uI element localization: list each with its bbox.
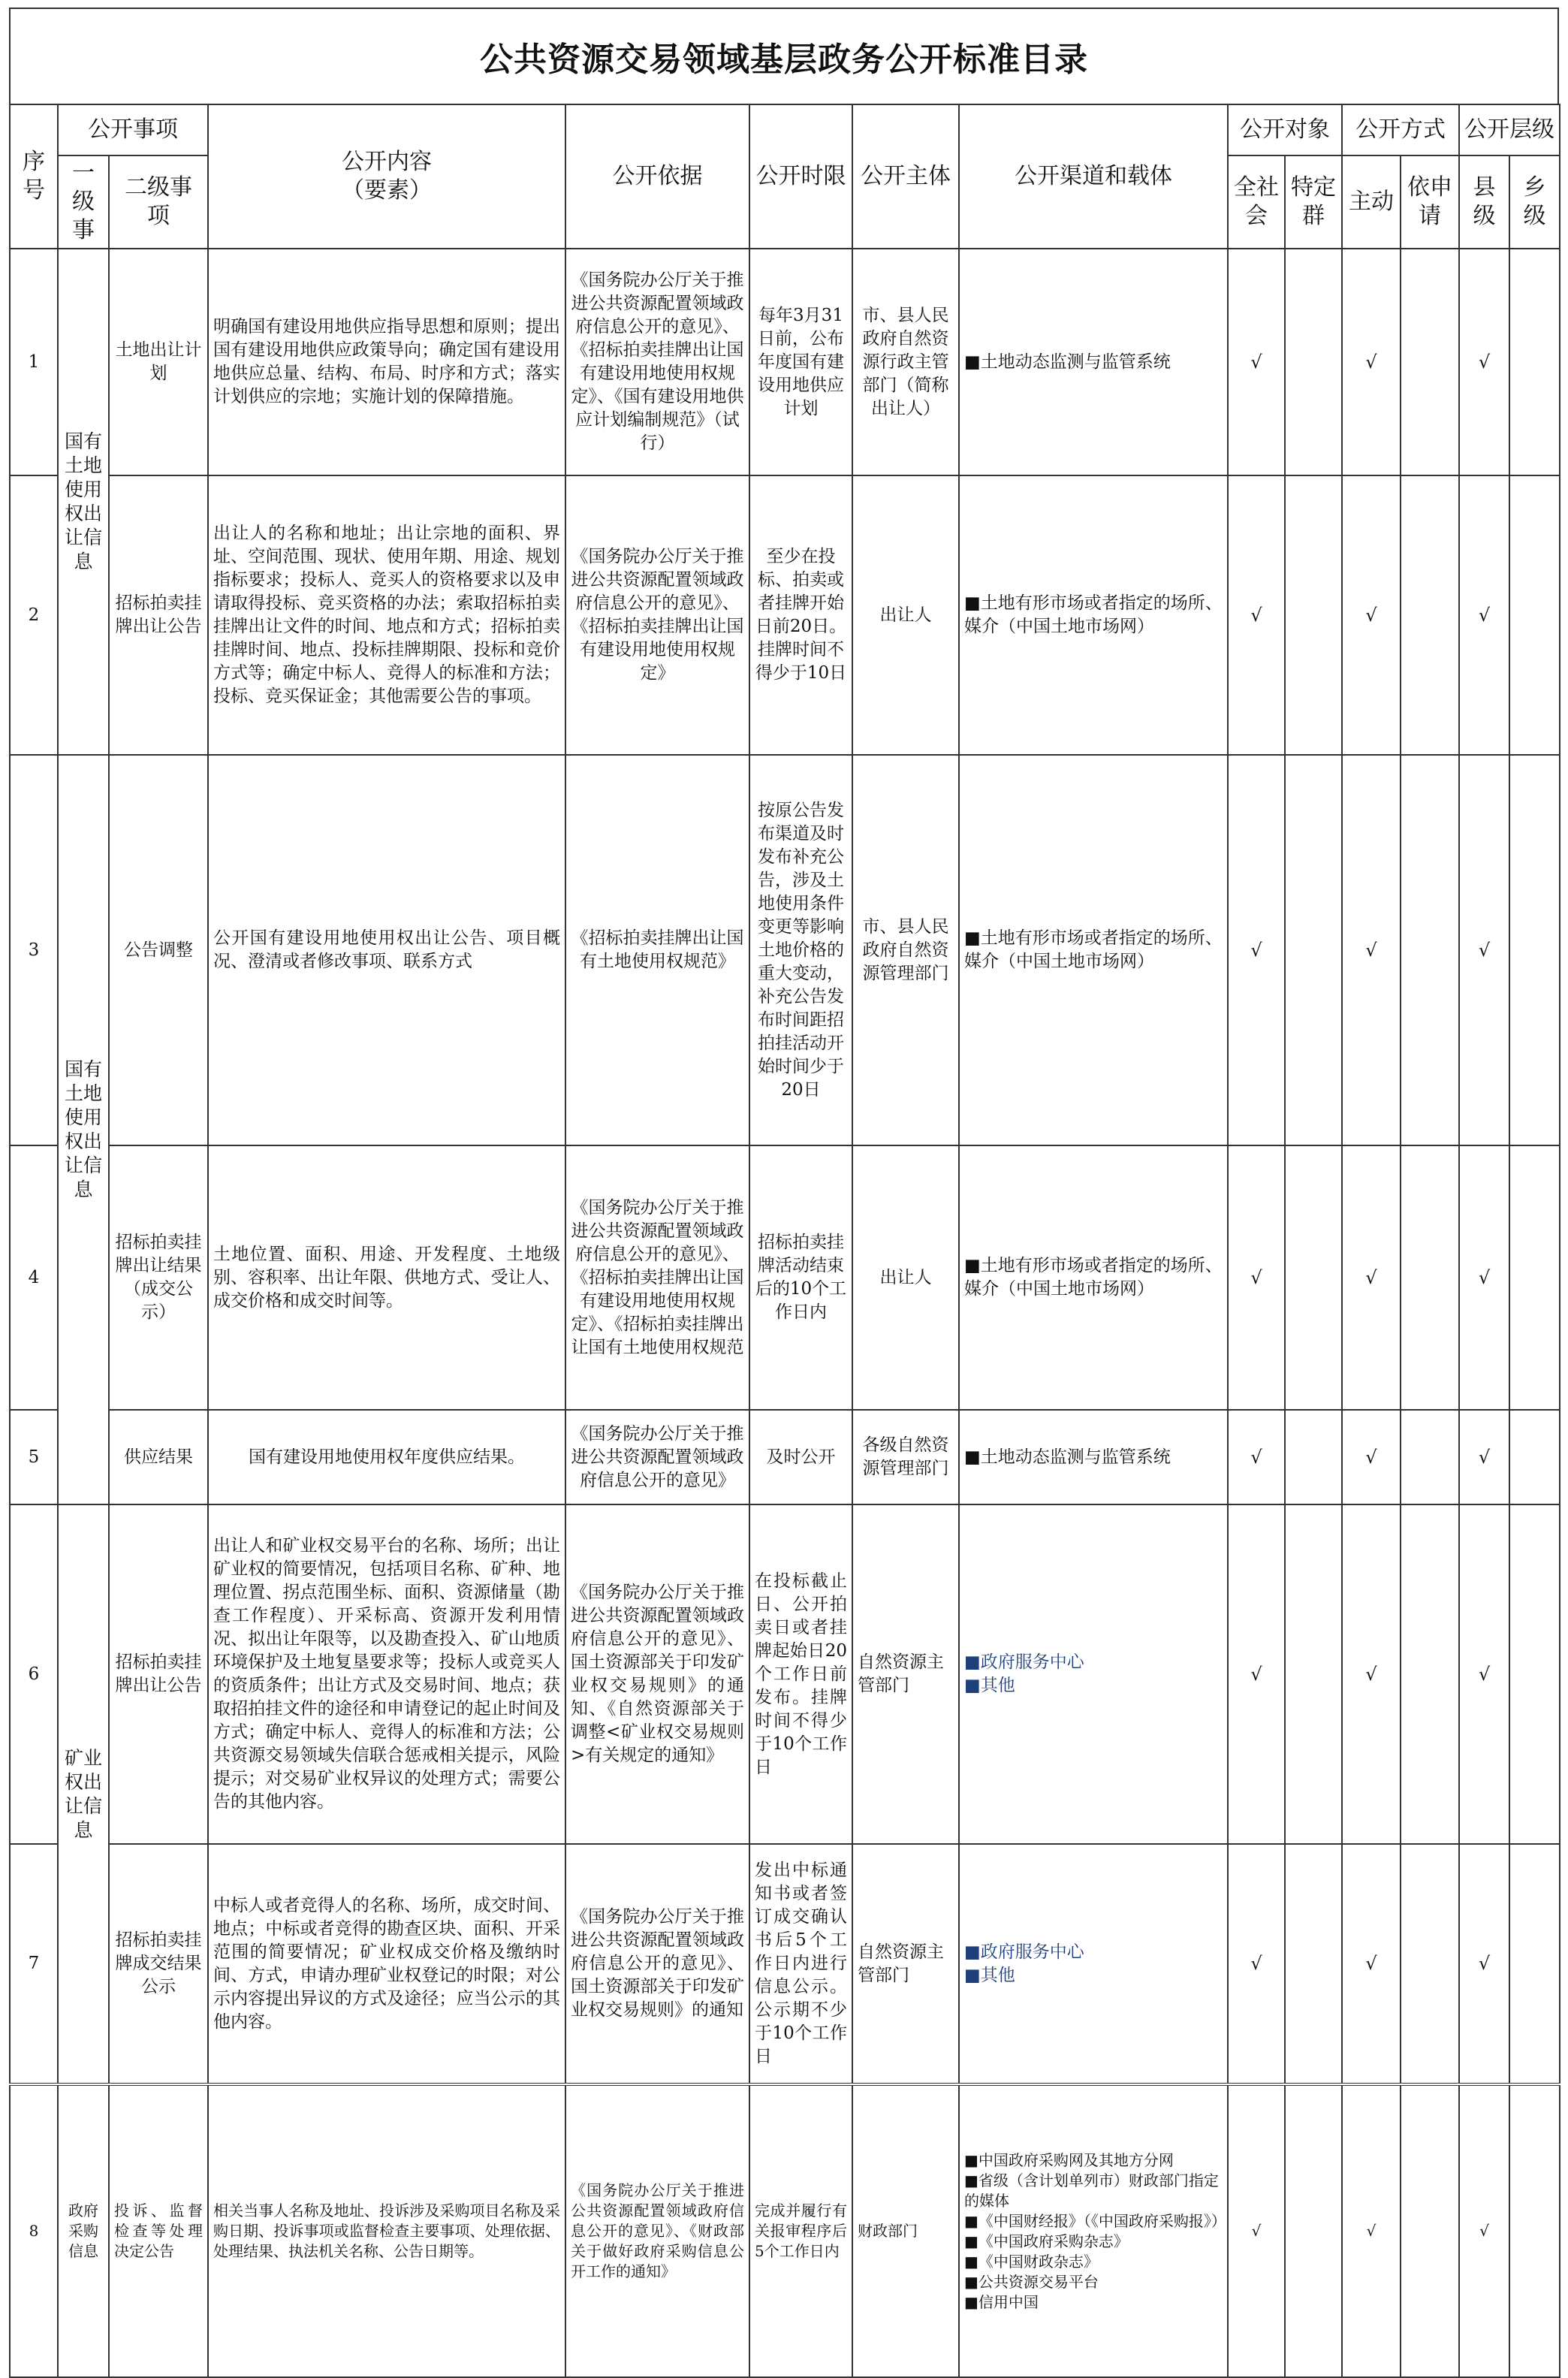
table-row [10, 755, 1560, 1145]
catalog-page [9, 8, 1559, 2322]
channel-item: ■《中国财经报》（《中国政府采购报》） [964, 2211, 1226, 2230]
check-mode-active: √ [1342, 1145, 1401, 1410]
table-row [10, 1504, 1560, 1844]
row-seq: 3 [10, 755, 58, 1145]
row-seq: 4 [10, 1145, 58, 1410]
row-seq: 7 [10, 1844, 58, 2084]
header-level-town: 乡级 [1509, 155, 1560, 249]
row-subject: 财政部门 [852, 2084, 959, 2377]
page-title: 公共资源交易领域基层政务公开标准目录 [9, 8, 1559, 104]
row-channel [959, 1504, 1228, 1844]
header-level1: 一级事 [58, 155, 109, 249]
channel-item: ■政府服务中心 [964, 1652, 1084, 1672]
check-level-town [1509, 2084, 1560, 2377]
row-subject: 自然资源主管部门 [852, 1504, 959, 1844]
row-timelimit: 招标拍卖挂牌活动结束后的10个工作日内 [749, 1145, 852, 1410]
row-seq: 6 [10, 1504, 58, 1844]
channel-item: ■土地有形市场或者指定的场所、媒介（中国土地市场网） [964, 1256, 1223, 1299]
row-content: 明确国有建设用地供应指导思想和原则；提出国有建设用地供应政策导向；确定国有建设用地供应总量、结构、布局、时序和方式；落实计划供应的宗地；实施计划的保障措施。 [208, 249, 565, 475]
header-target-specific: 特定群 [1285, 155, 1342, 249]
row-content: 中标人或者竞得人的名称、场所，成交时间、地点；中标或者竞得的勘查区块、面积、开采范围的简要情况；矿业权成交价格及缴纳时间、方式，申请办理矿业权登记的时限；对公示内容提出异议的方式及途径；应当公示的其他内容。 [208, 1844, 565, 2084]
row-timelimit: 在投标截止日、公开拍卖日或者挂牌起始日20个工作日前发布。挂牌时间不得少于10个工作日 [749, 1504, 852, 1844]
row-channel [959, 755, 1228, 1145]
row-level2: 投诉、监督检查等处理决定公告 [109, 2084, 208, 2377]
row-content: 出让人的名称和地址；出让宗地的面积、界址、空间范围、现状、使用年期、用途、规划指标要求；投标人、竞买人的资格要求以及申请取得投标、竞买资格的办法；索取招标拍卖挂牌出让文件的时间、地点和方式；招标拍卖挂牌时间、地点、投标挂牌期限、投标和竞价方式等；确定中标人、竞得人的标准和方法；投标、竞买保证金；其他需要公告的事项。 [208, 475, 565, 755]
channel-item: ■土地有形市场或者指定的场所、媒介（中国土地市场网） [964, 928, 1223, 971]
row-level2: 公告调整 [109, 755, 208, 1145]
check-target-specific [1285, 1844, 1342, 2084]
header-content: 公开内容 （要素） [208, 104, 565, 249]
header-items-group: 公开事项 [58, 104, 208, 155]
channel-item: ■土地动态监测与监管系统 [964, 1447, 1171, 1467]
row-content: 土地位置、面积、用途、开发程度、土地级别、容积率、出让年限、供地方式、受让人、成交价格和成交时间等。 [208, 1145, 565, 1410]
row-basis: 《国务院办公厅关于推进公共资源配置领域政府信息公开的意见》、《招标拍卖挂牌出让国有建设用地使用权规定》、《国有建设用地供应计划编制规范》（试行） [565, 249, 749, 475]
row-level2: 招标拍卖挂牌成交结果公示 [109, 1844, 208, 2084]
header-mode-request: 依申请 [1401, 155, 1459, 249]
row-level1: 矿业权出让信息 [58, 1504, 109, 2084]
header-target-all: 全社会 [1228, 155, 1285, 249]
check-mode-active: √ [1342, 2084, 1401, 2377]
check-mode-request [1401, 1410, 1459, 1504]
row-timelimit: 及时公开 [749, 1410, 852, 1504]
check-level-county: √ [1459, 475, 1509, 755]
row-seq: 5 [10, 1410, 58, 1504]
check-mode-request [1401, 2084, 1459, 2377]
channel-item: ■土地动态监测与监管系统 [964, 352, 1171, 372]
row-channel [959, 1145, 1228, 1410]
check-mode-active: √ [1342, 475, 1401, 755]
row-channel [959, 1410, 1228, 1504]
check-mode-active: √ [1342, 1844, 1401, 2084]
check-level-town [1509, 475, 1560, 755]
check-target-specific [1285, 475, 1342, 755]
row-timelimit: 至少在投标、拍卖或者挂牌开始日前20日。挂牌时间不得少于10日 [749, 475, 852, 755]
check-mode-active: √ [1342, 755, 1401, 1145]
check-target-all: √ [1228, 755, 1285, 1145]
channel-item: ■省级（含计划单列市）财政部门指定的媒体 [964, 2171, 1219, 2210]
check-target-all: √ [1228, 475, 1285, 755]
row-content: 相关当事人名称及地址、投诉涉及采购项目名称及采购日期、投诉事项或监督检查主要事项、处理依据、处理结果、执法机关名称、公告日期等。 [208, 2084, 565, 2377]
check-level-town [1509, 1410, 1560, 1504]
row-basis: 《国务院办公厅关于推进公共资源配置领域政府信息公开的意见》、《招标拍卖挂牌出让国有建设用地使用权规定》、《招标拍卖挂牌出让国有土地使用权规范 [565, 1145, 749, 1410]
header-mode-active: 主动 [1342, 155, 1401, 249]
table-row [10, 249, 1560, 475]
check-target-all: √ [1228, 1145, 1285, 1410]
header-target-group: 公开对象 [1228, 104, 1342, 155]
channel-item: ■公共资源交易平台 [964, 2272, 1099, 2291]
check-mode-active: √ [1342, 1410, 1401, 1504]
check-target-all: √ [1228, 1844, 1285, 2084]
channel-item: ■政府服务中心 [964, 1942, 1084, 1962]
check-level-county: √ [1459, 249, 1509, 475]
row-level1: 国有土地使用权出让信息 [58, 249, 109, 755]
check-target-specific [1285, 755, 1342, 1145]
check-mode-request [1401, 475, 1459, 755]
check-mode-request [1401, 1844, 1459, 2084]
header-channel: 公开渠道和载体 [959, 104, 1228, 249]
check-level-county: √ [1459, 1145, 1509, 1410]
check-level-county: √ [1459, 2084, 1509, 2377]
table-row [10, 2084, 1560, 2377]
row-content: 公开国有建设用地使用权出让公告、项目概况、澄清或者修改事项、联系方式 [208, 755, 565, 1145]
row-subject: 市、县人民政府自然资源行政主管部门（简称出让人） [852, 249, 959, 475]
row-subject: 出让人 [852, 1145, 959, 1410]
check-target-specific [1285, 1145, 1342, 1410]
row-subject: 市、县人民政府自然资源管理部门 [852, 755, 959, 1145]
header-seq: 序号 [10, 104, 58, 249]
check-mode-request [1401, 249, 1459, 475]
check-mode-request [1401, 1504, 1459, 1844]
table-row [10, 1145, 1560, 1410]
row-basis: 《招标拍卖挂牌出让国有土地使用权规范》 [565, 755, 749, 1145]
row-basis: 《国务院办公厅关于推进公共资源配置领域政府信息公开的意见》、国土资源部关于印发矿业权交易规则》的通知 [565, 1844, 749, 2084]
header-timelimit: 公开时限 [749, 104, 852, 249]
channel-item: ■其他 [964, 1965, 1015, 1985]
header-level-county: 县级 [1459, 155, 1509, 249]
channel-item: ■《中国政府采购杂志》 [964, 2232, 1129, 2250]
row-level2: 土地出让计划 [109, 249, 208, 475]
row-basis: 《国务院办公厅关于推进公共资源配置领域政府信息公开的意见》、《财政部关于做好政府采购信息公开工作的通知》 [565, 2084, 749, 2377]
row-subject: 出让人 [852, 475, 959, 755]
row-channel [959, 2084, 1228, 2377]
row-timelimit: 完成并履行有关报审程序后5个工作日内 [749, 2084, 852, 2377]
header-mode-group: 公开方式 [1342, 104, 1459, 155]
header-level2: 二级事项 [109, 155, 208, 249]
row-subject: 自然资源主管部门 [852, 1844, 959, 2084]
header-level-group: 公开层级 [1459, 104, 1560, 155]
check-mode-active: √ [1342, 249, 1401, 475]
check-mode-active: √ [1342, 1504, 1401, 1844]
row-seq: 1 [10, 249, 58, 475]
check-mode-request [1401, 755, 1459, 1145]
channel-item: ■土地有形市场或者指定的场所、媒介（中国土地市场网） [964, 593, 1223, 636]
check-level-town [1509, 1145, 1560, 1410]
row-seq: 2 [10, 475, 58, 755]
row-channel [959, 475, 1228, 755]
check-target-all: √ [1228, 249, 1285, 475]
check-target-all: √ [1228, 2084, 1285, 2377]
catalog-table [9, 104, 1560, 2378]
row-level2: 供应结果 [109, 1410, 208, 1504]
row-timelimit: 每年3月31日前，公布年度国有建设用地供应计划 [749, 249, 852, 475]
check-target-all: √ [1228, 1410, 1285, 1504]
channel-item: ■中国政府采购网及其地方分网 [964, 2150, 1174, 2169]
check-level-county: √ [1459, 1844, 1509, 2084]
check-level-town [1509, 1844, 1560, 2084]
row-timelimit: 发出中标通知书或者签订成交确认书后5个工作日内进行信息公示。公示期不少于10个工作日 [749, 1844, 852, 2084]
row-level2: 招标拍卖挂牌出让结果（成交公示） [109, 1145, 208, 1410]
check-target-specific [1285, 1504, 1342, 1844]
row-seq: 8 [10, 2084, 58, 2377]
table-row [10, 1410, 1560, 1504]
row-channel [959, 249, 1228, 475]
check-level-town [1509, 755, 1560, 1145]
check-level-county: √ [1459, 755, 1509, 1145]
channel-item: ■信用中国 [964, 2292, 1039, 2311]
row-subject: 各级自然资源管理部门 [852, 1410, 959, 1504]
row-basis: 《国务院办公厅关于推进公共资源配置领域政府信息公开的意见》、《招标拍卖挂牌出让国有建设用地使用权规定》 [565, 475, 749, 755]
row-level1: 国有土地使用权出让信息 [58, 755, 109, 1504]
header-subject: 公开主体 [852, 104, 959, 249]
channel-item: ■其他 [964, 1676, 1015, 1695]
table-row [10, 475, 1560, 755]
row-content: 出让人和矿业权交易平台的名称、场所；出让矿业权的简要情况，包括项目名称、矿种、地理位置、拐点范围坐标、面积、资源储量（勘查工作程度）、开采标高、资源开发利用情况、拟出让年限等，以及勘查投入、矿山地质环境保护及土地复垦要求等；投标人或竞买人的资质条件；出让方式及交易时间、地点；获取招拍挂文件的途径和申请登记的起止时间及方式；确定中标人、竞得人的标准和方法；公共资源交易领域失信联合惩戒相关提示，风险提示；对交易矿业权异议的处理方式；需要公告的其他内容。 [208, 1504, 565, 1844]
check-target-all: √ [1228, 1504, 1285, 1844]
check-target-specific [1285, 249, 1342, 475]
check-level-town [1509, 1504, 1560, 1844]
check-target-specific [1285, 2084, 1342, 2377]
check-level-county: √ [1459, 1410, 1509, 1504]
check-target-specific [1285, 1410, 1342, 1504]
row-timelimit: 按原公告发布渠道及时发布补充公告，涉及土地使用条件变更等影响土地价格的重大变动，补充公告发布时间距招拍挂活动开始时间少于20日 [749, 755, 852, 1145]
row-basis: 《国务院办公厅关于推进公共资源配置领域政府信息公开的意见》、国土资源部关于印发矿业权交易规则》的通知、《自然资源部关于调整<矿业权交易规则>有关规定的通知》 [565, 1504, 749, 1844]
table-row [10, 1844, 1560, 2084]
channel-item: ■《中国财政杂志》 [964, 2252, 1099, 2271]
row-basis: 《国务院办公厅关于推进公共资源配置领域政府信息公开的意见》 [565, 1410, 749, 1504]
check-mode-request [1401, 1145, 1459, 1410]
row-level1: 政府采购信息 [58, 2084, 109, 2377]
header-basis: 公开依据 [565, 104, 749, 249]
row-level2: 招标拍卖挂牌出让公告 [109, 475, 208, 755]
check-level-county: √ [1459, 1504, 1509, 1844]
row-channel [959, 1844, 1228, 2084]
check-level-town [1509, 249, 1560, 475]
row-level2: 招标拍卖挂牌出让公告 [109, 1504, 208, 1844]
row-content: 国有建设用地使用权年度供应结果。 [208, 1410, 565, 1504]
